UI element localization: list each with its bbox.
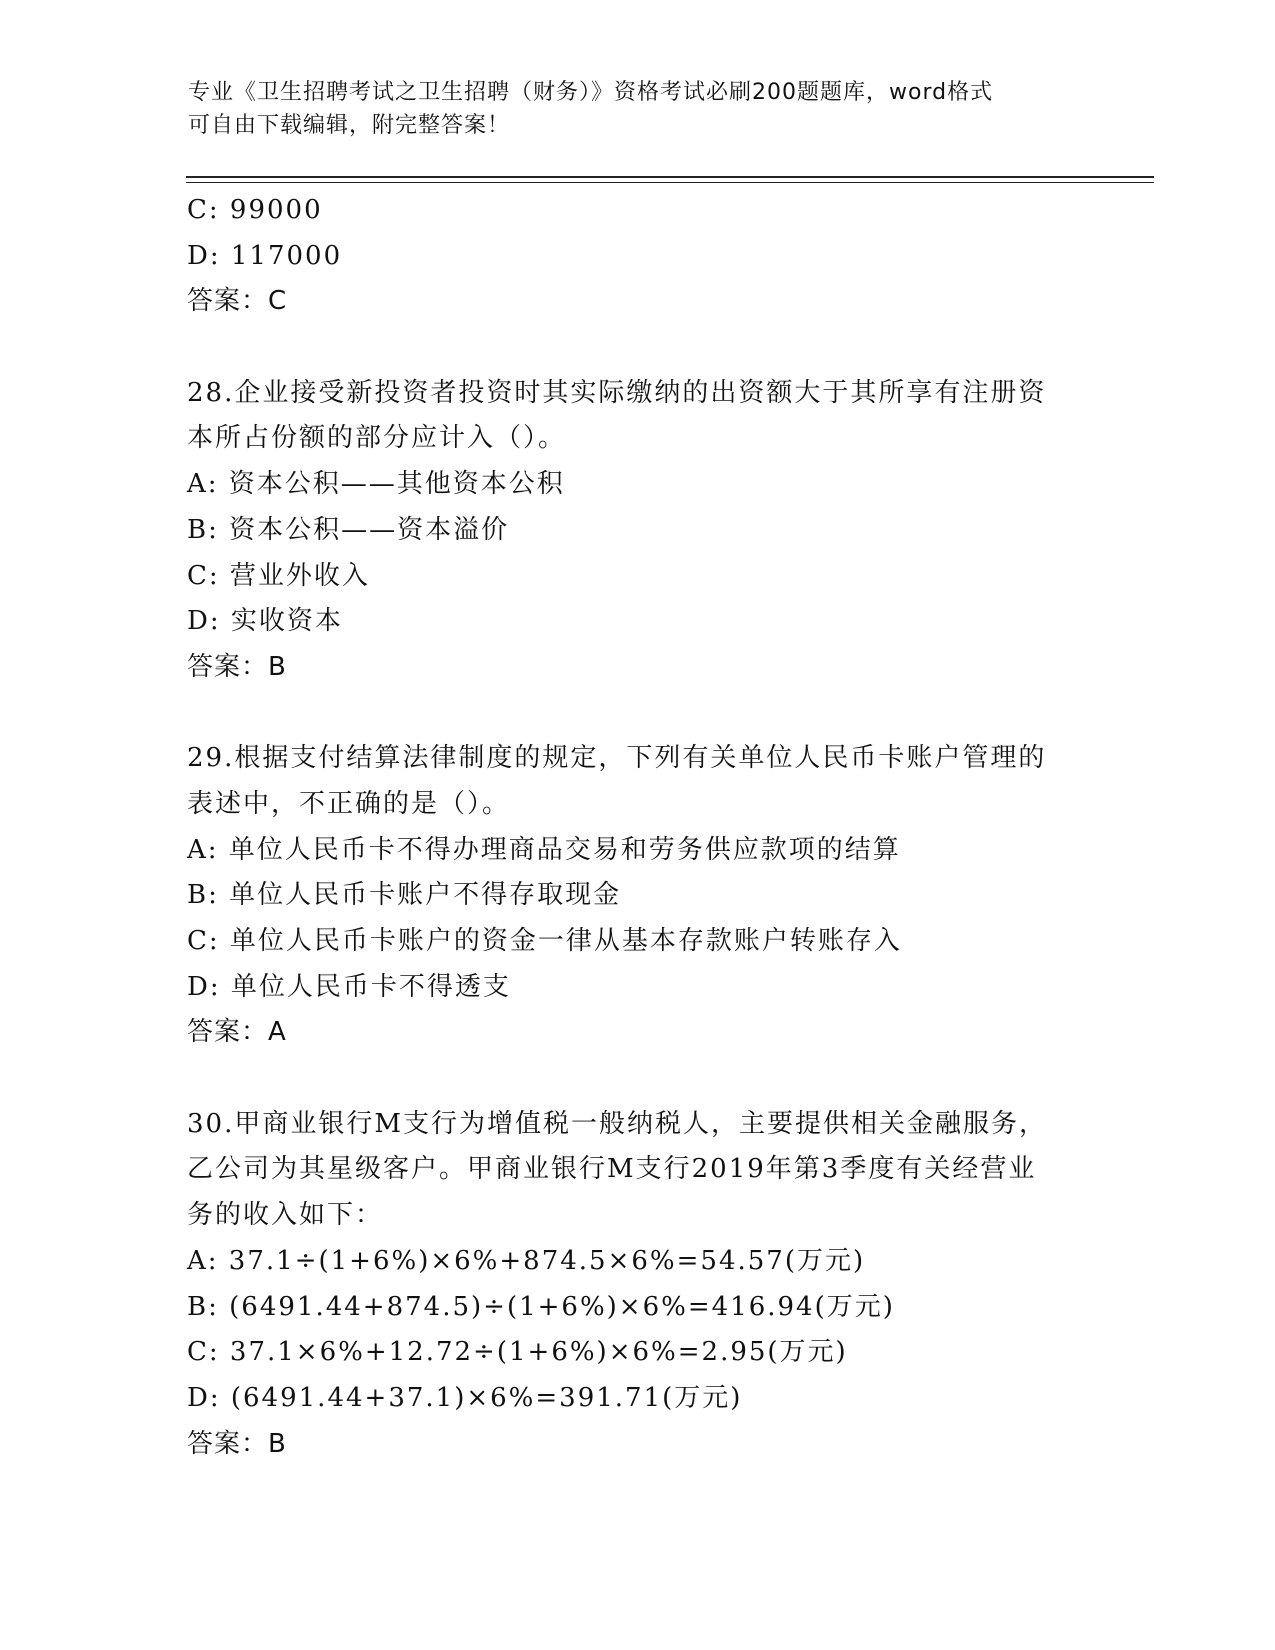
header-line-2: 可自由下载编辑，附完整答案！ [188,113,511,138]
option-d: D: 单位人民币卡不得透支 [187,971,511,1002]
question-stem-line: 本所占份额的部分应计入（）。 [187,423,567,454]
option-c: C: 99000 [187,195,323,225]
question-30 [187,1102,1087,1468]
option-d: D: (6491.44+37.1)×6%=391.71(万元) [187,1382,743,1413]
option-b: B: (6491.44+874.5)÷(1+6%)×6%=416.94(万元) [187,1291,895,1322]
spacer [187,691,1087,737]
answer-line: 答案：B [187,651,287,682]
question-stem-line: 表述中，不正确的是（）。 [187,788,511,819]
answer-line: 答案：C [187,286,288,317]
option-a: A: 单位人民币卡不得办理商品交易和劳务供应款项的结算 [187,834,901,865]
option-c: C: 单位人民币卡账户的资金一律从基本存款账户转账存入 [187,926,902,956]
header-line-1: 专业《卫生招聘考试之卫生招聘（财务）》资格考试必刷200题题库，word格式 [188,80,994,105]
header-divider-thick [186,176,1154,178]
question-stem-line: 务的收入如下： [187,1200,384,1231]
option-d: D: 实收资本 [187,606,343,637]
option-d: D: 117000 [187,240,343,271]
question-stem-line: 乙公司为其星级客户。甲商业银行M支行2019年第3季度有关经营业 [187,1154,1037,1185]
question-stem-line: 29.根据支付结算法律制度的规定，下列有关单位人民币卡账户管理的 [187,743,1047,774]
question-29 [187,736,1087,1056]
question-stem-line: 28.企业接受新投资者投资时其实际缴纳的出资额大于其所享有注册资 [187,377,1047,408]
question-stem-line: 30.甲商业银行M支行为增值税一般纳税人，主要提供相关金融服务， [187,1108,1047,1139]
option-a: A: 资本公积——其他资本公积 [187,469,565,500]
header-divider-thin [186,182,1154,183]
option-c: C: 营业外收入 [187,560,370,591]
option-b: B: 资本公积——资本溢价 [187,514,510,545]
answer-line: 答案：A [187,1017,287,1048]
option-c: C: 37.1×6%+12.72÷(1+6%)×6%=2.95(万元) [187,1337,848,1368]
spacer [187,325,1087,371]
document-body [187,188,1087,1467]
option-b: B: 单位人民币卡账户不得存取现金 [187,880,622,911]
previous-question-tail [187,188,1087,325]
option-a: A: 37.1÷(1+6%)×6%+874.5×6%=54.57(万元) [187,1245,866,1276]
spacer [187,1056,1087,1102]
question-28 [187,371,1087,691]
answer-line: 答案：B [187,1428,287,1459]
page-header [188,76,1088,142]
